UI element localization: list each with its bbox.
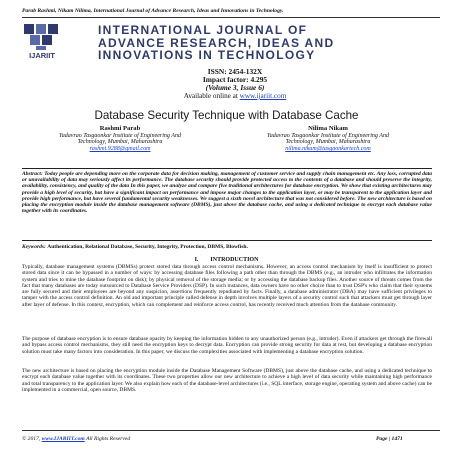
journal-meta: [150, 68, 320, 100]
intro-paragraph-3: The new architecture is based on placing the encryption module inside the Database Management Software (DBMS), just above the database cache, and using a dedicated technique to encrypt each database value together with its coordinates. These two properties allow our new architecture to achieve a high level of data security while maintaining high performance and total transparency to the application layer. We also explain how each of the database-level architectures (i.e., SQL interface, storage engine, operating system and above cache) can be implemented in a commercial, open source, DBMS.: [22, 368, 432, 393]
journal-title-line-1: INTERNATIONAL JOURNAL OF: [98, 23, 308, 37]
journal-title-line-3: INNOVATIONS IN TECHNOLOGY: [98, 48, 316, 62]
footer-site-link[interactable]: www.IJARIIT.com: [41, 436, 85, 442]
header-rule: [22, 17, 440, 18]
section-heading-introduction: I. INTRODUCTION: [194, 257, 259, 263]
journal-website-link[interactable]: www.ijariit.com: [239, 92, 287, 100]
abstract-label: Abstract:: [22, 171, 43, 177]
journal-title: [98, 24, 428, 62]
available-online: [150, 92, 320, 100]
keywords-text: Authentication, Relational Database, Security, Integrity, Protection, DBMS, Blowfish.: [47, 244, 248, 250]
author-affiliation: Yadavrao Tasgaonkar Institute of Engineering And: [59, 132, 181, 139]
available-text: Available online at: [183, 92, 238, 100]
author-name: Rashmi Parab: [99, 125, 141, 132]
volume-issue: (Volume 3, Issue 6): [205, 83, 265, 92]
keywords: [22, 244, 432, 250]
author-affiliation: Yadavrao Tasgaonkar Institute of Engineering And: [267, 132, 389, 139]
keywords-label: Keywords:: [22, 244, 46, 250]
author-block-1: [30, 126, 210, 152]
logo-graphic: [22, 22, 62, 60]
svg-text:IJARIIT: IJARIIT: [29, 51, 55, 60]
issn: ISSN: 2454-132X: [207, 67, 263, 76]
copyright-suffix: All Rights Reserved: [86, 436, 131, 442]
footer-rule: [22, 430, 440, 431]
page-number: Page | 1471: [376, 436, 403, 442]
author-email-link[interactable]: nilima.nikam@tasgaonkartech.com: [285, 145, 371, 152]
journal-logo: [22, 22, 62, 60]
author-affiliation: Technology, Mumbai, Maharashtra: [77, 139, 163, 146]
journal-title-line-2: ADVANCE RESEARCH, IDEAS AND: [98, 35, 335, 50]
abstract: [22, 168, 432, 241]
running-header: Parab Rashmi, Nikam Nilima, International Journal of Advance Research, Ideas and Innovations in Technology.: [22, 8, 284, 14]
abstract-text: Today people are depending more on the corporate data for decision making, management of customer service and supply chain management etc. Any loss, corrupted data or unavailability of data may seriously affect its performance. The database security should provide protected access to the contents of a database and should preserve the integrity, availability, consistency, and quality of the data In this paper, we analyze and compare five traditional architectures for database encryption. We show that existing architectures may provide a high level of security, but have a significant impact on performance and impose major changes to the application layer, or may be transparent to the application layer and provide high performance, but have several fundamental security weaknesses. We suggest a sixth novel architecture that was not considered before. The new architecture is based on placing the encryption module inside the database management software (DBMS), just above the database cache, and using a dedicated technique to encrypt each database value together with its coordinates.: [22, 171, 432, 215]
paper-title: Database Security Technique with Database Cache: [94, 109, 359, 122]
author-block-2: [238, 126, 418, 152]
author-email-link[interactable]: rashmi.9288@gmail.com: [89, 145, 151, 152]
intro-paragraph-2: The purpose of database encryption is to ensure database opacity by keeping the information hidden to any unauthorized person (e.g., intruder). Even if attackers get through the firewall and bypass access control mechanisms, they still need the encryption keys to decrypt data. Encryption can provide strong security for data at rest, but developing a database encryption solution must take many factors into consideration. In this paper, we discuss the complexities associated with implementing a database encryption solution.: [22, 336, 432, 355]
author-name: Nilima Nikam: [308, 125, 348, 132]
author-affiliation: Technology, Mumbai, Maharashtra: [285, 139, 371, 146]
copyright-prefix: © 2017,: [22, 436, 41, 442]
intro-paragraph-1: Typically, database management systems (DBMSs) protect stored data through access control mechanisms. However, an access control mechanism by itself is insufficient to protect stored data since it can be bypassed in a number of ways: by accessing database files following a path other than through the DBMS (e.g., an intruder who infiltrates the information system and tries to mine the database footprint on disk); by physical removal of the storage media; or by accessing the database backup files. Another source of threats comes from the fact that many databases are today outsourced to Database Service Providers (DSP). In such instances, data owners have no other choice than to trust DSP's who claim that their systems are fully secured and their employees are beyond any suspicion, assertions frequently repudiated by facts. Finally, a database administrator (DBA) may have sufficient privileges to tamper with the access control definition. An old and important principle called defense in depth involves multiple layers of a security control such that attackers must get through layer after layer of defense. In this context, encryption, which can complement and reinforce access control, has recently received much attention from the database community.: [22, 264, 432, 308]
impact-factor: Impact factor: 4.295: [202, 75, 268, 84]
footer-copyright: [22, 436, 130, 442]
